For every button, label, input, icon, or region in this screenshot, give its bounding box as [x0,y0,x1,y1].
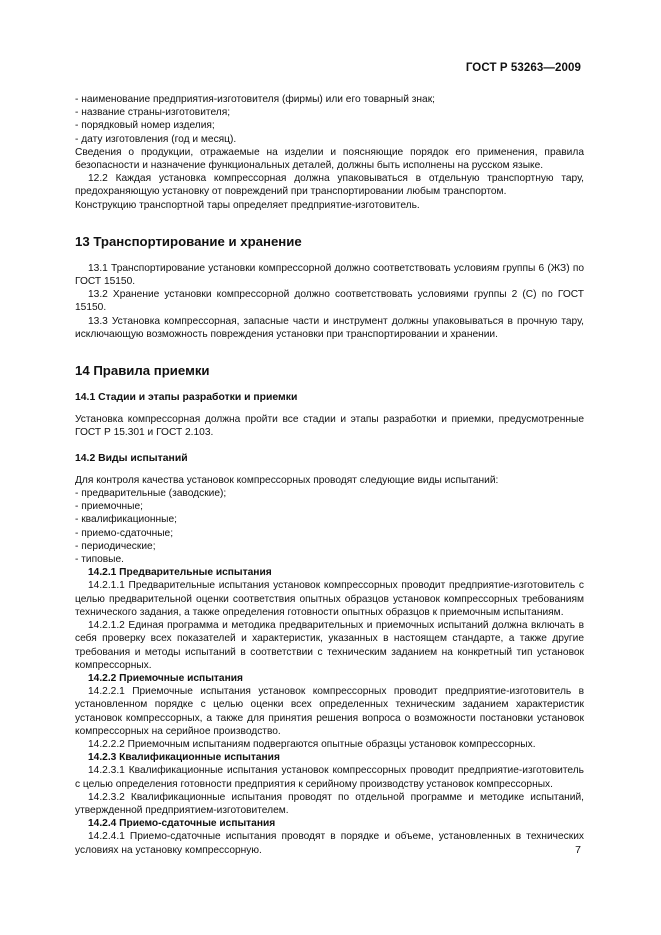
paragraph: 14.2.3.1 Квалификационные испытания установок компрессорных проводит предприятие-изготовитель с целью определения готовности предприятия к серийному производству установок компрессорных. [75,765,584,790]
subsubsection-title: 14.2.4 Приемо-сдаточные испытания [88,818,276,830]
list-item: - дату изготовления (год и месяц). [75,133,237,145]
document-body [75,93,584,857]
subsection-title: 14.2 Виды испытаний [75,452,188,464]
paragraph: 14.2.2.2 Приемочным испытаниям подвергаются опытные образцы установок компрессорных. [88,738,536,750]
paragraph: 12.2 Каждая установка компрессорная должна упаковываться в отдельную транспортную тару, предохраняющую установку от повреждений при транспортировании любым транспортом. [75,173,584,198]
list-item: - порядковый номер изделия; [75,120,215,132]
paragraph: 13.1 Транспортирование установки компрессорной должно соответствовать условиям группы 6 (ЖЗ) по ГОСТ 15150. [75,262,584,288]
list-item: - название страны-изготовителя; [75,107,231,119]
paragraph: Конструкцию транспортной тары определяет предприятие-изготовитель. [75,199,420,211]
section-title: 14 Правила приемки [75,363,210,379]
subsection-title: 14.1 Стадии и этапы разработки и приемки [75,392,298,404]
paragraph: 13.2 Хранение установки компрессорной должно соответствовать условиями группы 2 (С) по ГОСТ 15150. [75,289,584,314]
paragraph: 14.2.2.1 Приемочные испытания установок компрессорных проводит предприятие-изготовитель в установленном порядке с целью оценки всех определенных техническим заданием характеристик установок компрессорных, а также для принятия решения вопроса о возможности постановки установок компрессорных на серийное производство. [75,686,584,737]
paragraph: Установка компрессорная должна пройти все стадии и этапы разработки и приемки, предусмотренные ГОСТ Р 15.301 и ГОСТ 2.103. [75,414,584,439]
subsubsection-title: 14.2.2 Приемочные испытания [88,672,243,684]
list-item: - периодические; [75,540,156,552]
list-item: - предварительные (заводские); [75,488,227,500]
page-number: 7 [575,844,581,856]
list-item: - квалификационные; [75,514,177,526]
paragraph: 14.2.3.2 Квалификационные испытания проводят по отдельной программе и методике испытаний, утвержденной предприятием-изготовителем. [75,791,584,816]
list-item: - приемочные; [75,501,143,513]
paragraph: 14.2.1.2 Единая программа и методика предварительных и приемочных испытаний должна включать в себя проверку всех показателей и характеристик, указанных в настоящем стандарте, а также другие требования и методы испытаний в соответствии с техническим заданием на конкретный тип установок компрессорных. [75,620,584,671]
paragraph: 14.2.4.1 Приемо-сдаточные испытания проводят в порядке и объеме, установленных в технических условиях на установку компрессорную. [75,831,584,856]
subsubsection-title: 14.2.1 Предварительные испытания [88,567,272,579]
paragraph: Для контроля качества установок компрессорных проводят следующие виды испытаний: [75,474,499,486]
list-item: - типовые. [75,554,124,566]
list-item: - наименование предприятия-изготовителя (фирмы) или его товарный знак; [75,94,436,105]
paragraph: 13.3 Установка компрессорная, запасные части и инструмент должны упаковываться в прочную тару, исключающую возможность повреждения установки при транспортировании и хранении. [75,315,584,340]
list-item: - приемо-сдаточные; [75,527,174,539]
document-header-id: ГОСТ Р 53263—2009 [465,62,581,74]
paragraph: Сведения о продукции, отражаемые на изделии и поясняющие порядок его применения, правила безопасности и назначение функциональных деталей, должны быть исполнены на русском языке. [75,146,584,172]
subsubsection-title: 14.2.3 Квалификационные испытания [88,752,280,764]
paragraph: 14.2.1.1 Предварительные испытания установок компрессорных проводит предприятие-изготовитель с целью предварительной оценки соответствия опытных образцов установок компрессорных требованиям технического задания, а также определения готовности опытных образцов к приемочным испытаниям. [75,580,584,618]
section-title: 13 Транспортирование и хранение [75,233,302,249]
